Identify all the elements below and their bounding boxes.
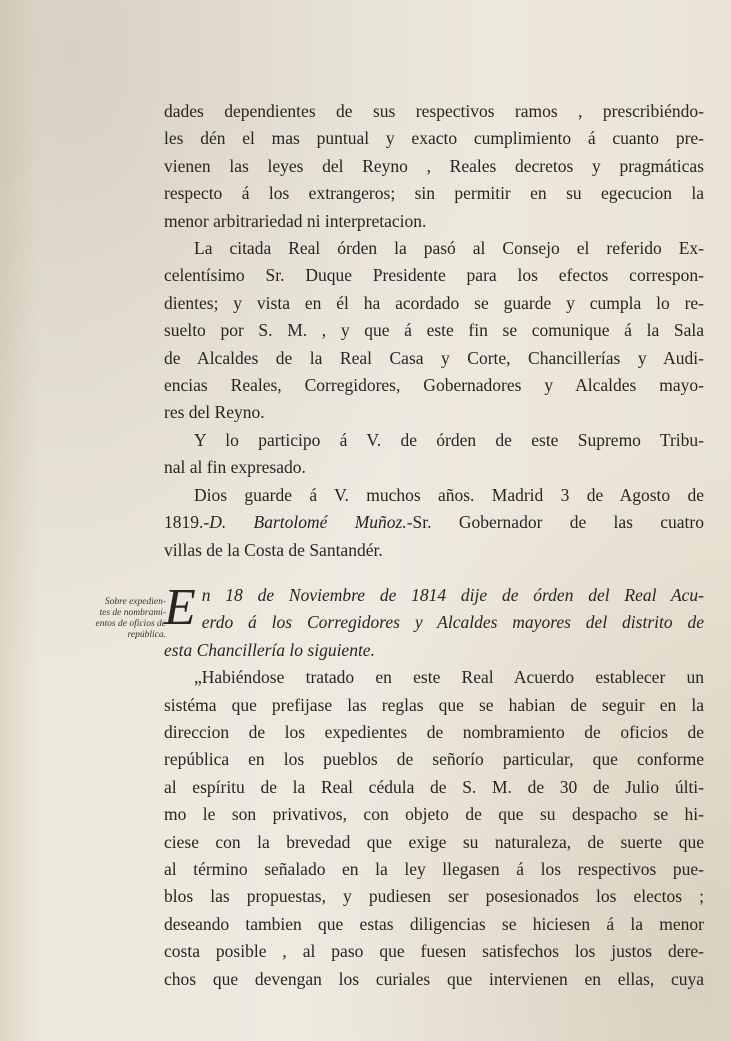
margin-note-line: Sobre expedien-	[104, 597, 166, 607]
signature-date: 1819.-	[164, 512, 210, 533]
text-line: vienen las leyes del Reyno , Reales decretos y pragmáticas	[164, 155, 704, 176]
signature-line-end: villas de la Costa de Santandér.	[164, 539, 383, 560]
signature-name: D. Bartolomé Muñoz.-	[209, 512, 413, 533]
text-line: deseando tambien que estas diligencias se hiciesen á la menor	[164, 913, 704, 934]
text-line: res del Reyno.	[164, 402, 265, 423]
text-line: encias Reales, Corregidores, Gobernadores y Alcaldes mayo-	[164, 375, 704, 396]
text-line: „Habiéndose tratado en este Real Acuerdo establecer un	[194, 667, 704, 688]
margin-note-line: entos de oficios de	[95, 619, 166, 629]
text-line: mo le son privativos, con objeto de que su despacho se hi-	[164, 804, 704, 825]
signature-line	[164, 509, 704, 536]
text-line: chos que devengan los curiales que intervienen en ellas, cuya	[164, 968, 704, 989]
text-line: menor arbitrariedad ni interpretacion.	[164, 210, 427, 231]
text-line: de Alcaldes de la Real Casa y Corte, Chancillerías y Audi-	[164, 347, 704, 368]
text-line: al espíritu de la Real cédula de S. M. de 30 de Julio últi-	[164, 776, 704, 797]
text-line: dientes; y vista en él ha acordado se guarde y cumpla lo re-	[164, 292, 704, 313]
text-line: ciese con la brevedad que exige su naturaleza, de suerte que	[164, 831, 704, 852]
text-line: dades dependientes de sus respectivos ramos , prescribiéndo-	[164, 101, 704, 121]
text-line: Dios guarde á V. muchos años. Madrid 3 de Agosto de	[194, 484, 704, 505]
intro-line: n 18 de Noviembre de 1814 dije de órden del Real Acu-	[201, 585, 704, 605]
section-acuerdo-text	[164, 579, 704, 993]
signature-addressee: Sr. Gobernador de las cuatro	[412, 512, 704, 533]
section-decree-text	[164, 98, 704, 564]
text-line: nal al fin expresado.	[164, 457, 306, 478]
intro-line: esta Chancillería lo siguiente.	[164, 639, 375, 660]
text-line: sistéma que prefijase las reglas que se habian de seguir en la	[164, 694, 704, 715]
text-line: república en los pueblos de señorío particular, que conforme	[164, 749, 704, 770]
text-line: les dén el mas puntual y exacto cumplimiento á cuanto pre-	[164, 128, 704, 149]
margin-note-line: tes de nombrami-	[99, 608, 166, 618]
intro-line: erdo á los Corregidores y Alcaldes mayores del distrito de	[201, 612, 704, 633]
text-line: celentísimo Sr. Duque Presidente para los efectos correspon-	[164, 265, 704, 286]
margin-note	[60, 597, 166, 641]
text-line: direccion de los expedientes de nombramiento de oficios de	[164, 722, 704, 743]
text-line: respecto á los extrangeros; sin permitir en su egecucion la	[164, 183, 704, 204]
text-line: al término señalado en la ley llegasen á los respectivos pue-	[164, 859, 704, 880]
text-line: costa posible , al paso que fuesen satisfechos los justos dere-	[164, 941, 704, 962]
text-line: Y lo participo á V. de órden de este Supremo Tribu-	[194, 429, 704, 450]
drop-cap: E	[164, 579, 196, 636]
margin-note-line: república.	[127, 630, 166, 640]
text-line: blos las propuestas, y pudiesen ser posesionados los electos ;	[164, 886, 704, 907]
text-line: La citada Real órden la pasó al Consejo el referido Ex-	[194, 238, 704, 259]
text-line: suelto por S. M. , y que á este fin se comunique á la Sala	[164, 320, 704, 341]
